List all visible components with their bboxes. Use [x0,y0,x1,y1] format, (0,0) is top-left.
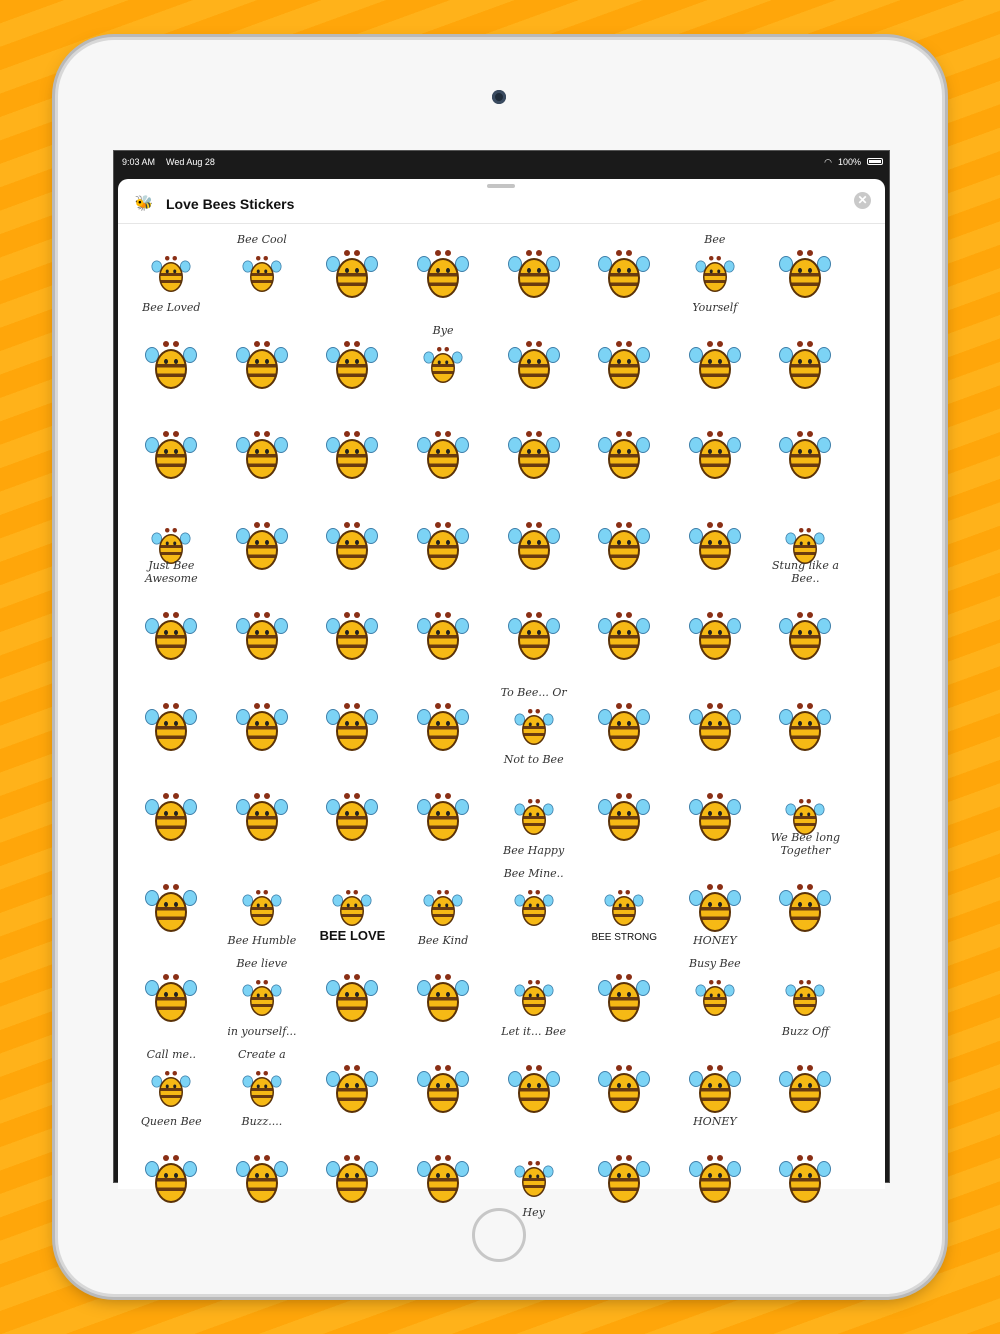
bee-sticker-icon [695,612,735,660]
bee-sticker-icon [151,703,191,751]
bee-sticker-icon [337,890,367,926]
sticker-item[interactable] [760,320,851,411]
sticker-item[interactable] [488,863,579,954]
sticker-item[interactable] [760,953,851,1044]
bee-sticker-icon [332,793,372,841]
close-button[interactable]: ✕ [854,192,871,209]
bee-sticker-icon [609,890,639,926]
bee-sticker-icon [156,256,186,292]
bee-sticker-icon [423,522,463,570]
sticker-grid [126,229,886,1225]
sticker-item[interactable] [488,591,579,682]
sticker-item[interactable] [579,953,670,1044]
sticker-item[interactable] [217,772,308,863]
sticker-caption: Let it... Bee [501,1024,567,1038]
bee-sticker-icon [423,1065,463,1113]
sticker-sheet [118,179,885,1219]
bee-sticker-icon [151,431,191,479]
sticker-caption-top: Busy Bee [689,957,741,970]
bee-app-icon: 🐝 [134,195,154,212]
bee-sticker-icon [514,341,554,389]
bee-sticker-icon [151,612,191,660]
sticker-item[interactable] [307,772,398,863]
bee-sticker-icon [695,341,735,389]
battery-icon [867,158,883,165]
status-date: Wed Aug 28 [166,157,215,167]
sticker-item[interactable] [398,1134,489,1225]
bee-sticker-icon [785,431,825,479]
sticker-item[interactable] [398,1044,489,1135]
bee-sticker-icon [785,1065,825,1113]
bee-sticker-icon [604,612,644,660]
sticker-caption-top: Bye [432,323,454,337]
bee-sticker-icon [700,980,730,1016]
sticker-item[interactable] [670,501,761,592]
bee-sticker-icon [242,703,282,751]
bee-sticker-icon [695,1155,735,1203]
sticker-item[interactable] [579,501,670,592]
sticker-item[interactable] [217,682,308,773]
bee-sticker-icon [604,974,644,1022]
home-button[interactable] [472,1208,526,1262]
sticker-item[interactable] [217,591,308,682]
bee-sticker-icon [604,431,644,479]
sticker-item[interactable] [488,682,579,773]
sticker-item[interactable] [488,953,579,1044]
bee-sticker-icon [242,793,282,841]
sticker-item[interactable] [760,410,851,501]
bee-sticker-icon [423,1155,463,1203]
bee-sticker-icon [519,980,549,1016]
bee-sticker-icon [423,703,463,751]
sticker-label: BEE STRONG [591,932,658,943]
sticker-item[interactable] [398,501,489,592]
sticker-caption: Buzz Off [781,1024,829,1038]
bee-sticker-icon [695,793,735,841]
sticker-item[interactable] [670,772,761,863]
bee-sticker-icon [332,974,372,1022]
bee-sticker-icon [151,884,191,932]
sticker-caption-top: Bee Cool [237,233,287,246]
bee-sticker-icon [247,1071,277,1107]
sticker-item[interactable] [670,320,761,411]
bee-sticker-icon [604,1065,644,1113]
sticker-item[interactable] [488,501,579,592]
sticker-caption: Bee Happy [503,843,565,857]
bee-sticker-icon [785,250,825,298]
sticker-item[interactable] [760,682,851,773]
sticker-item[interactable] [670,1134,761,1225]
bee-sticker-icon [695,1065,735,1113]
sticker-item[interactable] [307,591,398,682]
sticker-item[interactable] [579,772,670,863]
bee-sticker-icon [151,974,191,1022]
sticker-item[interactable] [126,501,217,592]
sticker-item[interactable] [126,1044,217,1135]
sticker-item[interactable] [670,410,761,501]
sticker-caption: Bee Humble [227,934,297,947]
bee-sticker-icon [242,1155,282,1203]
bee-sticker-icon [332,341,372,389]
sticker-item[interactable] [126,953,217,1044]
sticker-caption: Stung like a Bee.. [771,559,839,585]
sticker-label: HONEY [693,934,737,947]
sticker-item[interactable] [126,591,217,682]
sticker-caption: We Bee long Together [770,830,841,857]
sticker-item[interactable] [579,229,670,320]
bee-sticker-icon [332,522,372,570]
bee-sticker-icon [790,980,820,1016]
sticker-item[interactable] [307,320,398,411]
sticker-caption: in yourself... [227,1024,297,1038]
sticker-item[interactable] [760,229,851,320]
sticker-item[interactable] [579,320,670,411]
bee-sticker-icon [604,793,644,841]
front-camera [492,90,506,104]
bee-sticker-icon [242,341,282,389]
bee-sticker-icon [604,703,644,751]
bee-sticker-icon [785,612,825,660]
bee-sticker-icon [785,1155,825,1203]
bee-sticker-icon [604,250,644,298]
sticker-item[interactable] [670,953,761,1044]
sticker-item[interactable] [670,682,761,773]
bee-sticker-icon [247,890,277,926]
sticker-item[interactable] [488,410,579,501]
sticker-caption-top: Call me.. [146,1047,197,1061]
sticker-item[interactable] [307,410,398,501]
sticker-caption: Buzz.... [241,1115,283,1128]
sticker-item[interactable] [579,591,670,682]
sticker-item[interactable] [579,682,670,773]
sticker-caption: Yourself [692,300,738,314]
bee-sticker-icon [332,1065,372,1113]
battery-percent: 100% [837,157,861,167]
sticker-caption-top: Bee Mine.. [503,866,564,880]
bee-sticker-icon [242,612,282,660]
bee-sticker-icon [247,256,277,292]
bee-sticker-icon [242,431,282,479]
sticker-caption-top: Create a [238,1047,286,1061]
sticker-item[interactable] [217,320,308,411]
sticker-item[interactable] [126,229,217,320]
bee-sticker-icon [428,890,458,926]
sticker-item[interactable] [217,1134,308,1225]
sticker-item[interactable] [217,410,308,501]
sticker-item[interactable] [398,410,489,501]
status-bar [114,151,889,173]
sticker-item[interactable] [398,682,489,773]
bee-sticker-icon [151,793,191,841]
sticker-caption: Hey [522,1205,545,1219]
bee-sticker-icon [514,612,554,660]
bee-sticker-icon [785,884,825,932]
sticker-item[interactable] [217,229,308,320]
bee-sticker-icon [695,431,735,479]
bee-sticker-icon [519,799,549,835]
bee-sticker-icon [695,884,735,932]
sticker-caption-top: Bee lieve [236,957,288,970]
sticker-item[interactable] [217,1044,308,1135]
bee-sticker-icon [514,250,554,298]
sticker-item[interactable] [670,863,761,954]
bee-sticker-icon [242,522,282,570]
bee-sticker-icon [332,250,372,298]
sticker-item[interactable] [398,320,489,411]
sticker-item[interactable] [126,772,217,863]
sticker-item[interactable] [126,410,217,501]
sticker-item[interactable] [488,229,579,320]
bee-sticker-icon [423,793,463,841]
bee-sticker-icon [519,1161,549,1197]
sticker-item[interactable] [217,863,308,954]
wifi-icon: ◠ [824,157,832,167]
bee-sticker-icon [423,612,463,660]
sticker-caption: Bee Kind [417,934,469,947]
sticker-label: HONEY [693,1115,737,1128]
sticker-item[interactable] [217,501,308,592]
sticker-item[interactable] [126,320,217,411]
sticker-item[interactable] [488,1044,579,1135]
bee-sticker-icon [514,431,554,479]
sticker-item[interactable] [670,229,761,320]
bee-sticker-icon [785,703,825,751]
sticker-item[interactable] [670,1044,761,1135]
sticker-item[interactable] [579,410,670,501]
sticker-item[interactable] [126,1134,217,1225]
sticker-item[interactable] [307,501,398,592]
sticker-item[interactable] [307,1134,398,1225]
bee-sticker-icon [514,1065,554,1113]
bee-sticker-icon [604,522,644,570]
bee-sticker-icon [604,1155,644,1203]
sheet-header [118,189,885,224]
sticker-item[interactable] [126,682,217,773]
sticker-item[interactable] [760,1134,851,1225]
sticker-item[interactable] [398,863,489,954]
sticker-caption: Queen Bee [140,1115,202,1128]
bee-sticker-icon [332,431,372,479]
screen [113,150,890,1219]
sticker-caption: Bee Loved [142,300,201,314]
sticker-item[interactable] [398,953,489,1044]
sticker-item[interactable] [579,1134,670,1225]
sticker-item[interactable] [760,501,851,592]
sticker-caption-top: Bee [704,233,726,246]
bee-sticker-icon [332,703,372,751]
sticker-item[interactable] [307,863,398,954]
bee-sticker-icon [423,974,463,1022]
bee-sticker-icon [332,1155,372,1203]
bee-sticker-icon [332,612,372,660]
sticker-item[interactable] [398,772,489,863]
sticker-item[interactable] [760,1044,851,1135]
sticker-item[interactable] [488,772,579,863]
bee-sticker-icon [423,431,463,479]
sticker-label: BEE LOVE [319,928,386,943]
sticker-item[interactable] [760,591,851,682]
bee-sticker-icon [156,1071,186,1107]
sticker-item[interactable] [307,1044,398,1135]
bee-sticker-icon [519,709,549,745]
sticker-item[interactable] [488,320,579,411]
bee-sticker-icon [423,250,463,298]
sticker-item[interactable] [307,229,398,320]
ipad-frame [58,40,942,1294]
sticker-item[interactable] [579,1044,670,1135]
sheet-title: Love Bees Stickers [166,196,295,212]
bee-sticker-icon [785,341,825,389]
sticker-item[interactable] [126,863,217,954]
bee-sticker-icon [151,341,191,389]
bee-sticker-icon [519,890,549,926]
sticker-caption-top: To Bee... Or [500,685,567,699]
sticker-item[interactable] [398,591,489,682]
sticker-item[interactable] [760,772,851,863]
sticker-caption: Just Bee Awesome [145,559,198,585]
status-time: 9:03 AM [122,157,156,167]
sticker-item[interactable] [670,591,761,682]
bee-sticker-icon [514,522,554,570]
bee-sticker-icon [247,980,277,1016]
sheet-grabber[interactable] [487,184,515,188]
sticker-caption: Not to Bee [503,753,564,766]
bee-sticker-icon [695,522,735,570]
sticker-item[interactable] [579,863,670,954]
bee-sticker-icon [604,341,644,389]
sticker-item[interactable] [217,953,308,1044]
sticker-item[interactable] [307,953,398,1044]
bee-sticker-icon [695,703,735,751]
bee-sticker-icon [151,1155,191,1203]
sticker-item[interactable] [307,682,398,773]
bee-sticker-icon [428,347,458,383]
sticker-item[interactable] [760,863,851,954]
bee-sticker-icon [700,256,730,292]
sticker-item[interactable] [398,229,489,320]
